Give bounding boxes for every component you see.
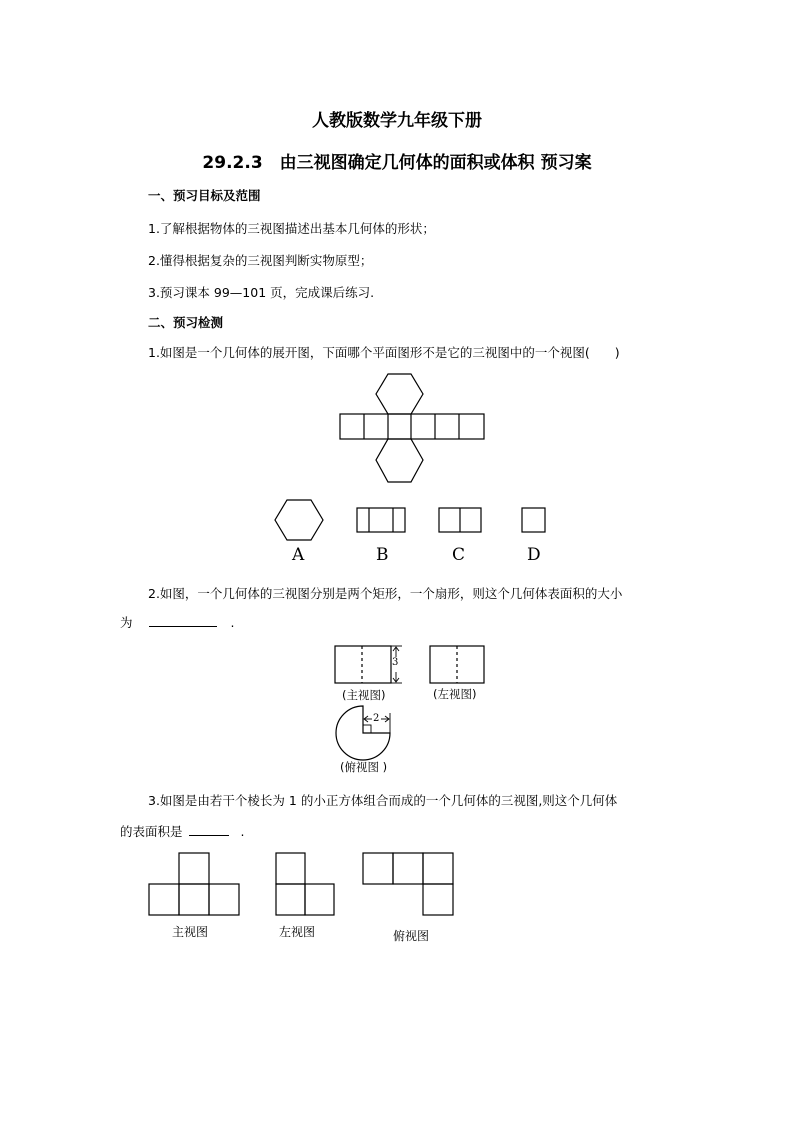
q3-left-view-caption: 左视图: [279, 925, 316, 939]
question-2-prefix: 为: [120, 615, 133, 630]
question-2-text-line2: [120, 613, 234, 631]
option-d-square: [522, 508, 545, 532]
net-hexagon-top: [376, 374, 423, 414]
option-a-label: A: [292, 545, 305, 565]
net-rectangle-row: [340, 414, 484, 439]
lesson-subtitle: 29.2.3 由三视图确定几何体的面积或体积 预习案: [202, 153, 592, 173]
q2-front-view: [335, 646, 391, 683]
q2-height-label: 3: [392, 657, 399, 668]
goal-item-1: 1.了解根据物体的三视图描述出基本几何体的形状；: [148, 221, 435, 236]
question-3-text: 3.如图是由若干个棱长为 1 的小正方体组合而成的一个几何体的三视图,则这个几何体: [148, 793, 618, 808]
q3-top-view: [363, 853, 453, 915]
goal-item-2: 2.懂得根据复杂的三视图判断实物原型；: [148, 253, 373, 268]
option-b-shape: [357, 508, 405, 532]
option-d-label: D: [527, 545, 541, 565]
option-c-label: C: [452, 545, 466, 565]
q2-front-view-caption: (主视图): [342, 688, 386, 702]
q3-front-view: [149, 853, 239, 915]
option-a-hexagon: [275, 500, 323, 540]
question-3-answer-blank[interactable]: [189, 823, 229, 836]
q3-left-view: [276, 853, 334, 915]
question-3-suffix: .: [240, 824, 245, 839]
net-hexagon-bottom: [376, 439, 423, 482]
q3-top-view-caption: 俯视图: [393, 929, 430, 943]
q2-left-view: [430, 646, 484, 683]
q2-top-view-caption: (俯视图 ): [340, 760, 388, 774]
option-b-label: B: [376, 545, 389, 565]
question-3-text-line2: [120, 822, 244, 840]
section-heading-check: 二、预习检测: [148, 315, 224, 330]
question-2-text: 2.如图，一个几何体的三视图分别是两个矩形，一个扇形，则这个几何体表面积的大小: [148, 586, 623, 601]
goal-item-3: 3.预习课本 99—101 页，完成课后练习.: [148, 285, 375, 300]
q2-left-view-caption: (左视图): [433, 687, 477, 701]
q3-front-view-caption: 主视图: [172, 925, 209, 939]
question-1-text: 1.如图是一个几何体的展开图，下面哪个平面图形不是它的三视图中的一个视图( ): [148, 345, 620, 360]
question-2-answer-blank[interactable]: [149, 614, 217, 627]
q2-right-angle-mark: [363, 725, 371, 733]
section-heading-goals: 一、预习目标及范围: [148, 188, 261, 203]
document-title: 人教版数学九年级下册: [312, 111, 482, 131]
question-2-suffix: .: [230, 615, 235, 630]
q2-radius-label: 2: [373, 713, 380, 724]
option-c-shape: [439, 508, 481, 532]
question-3-prefix: 的表面积是: [120, 824, 183, 839]
